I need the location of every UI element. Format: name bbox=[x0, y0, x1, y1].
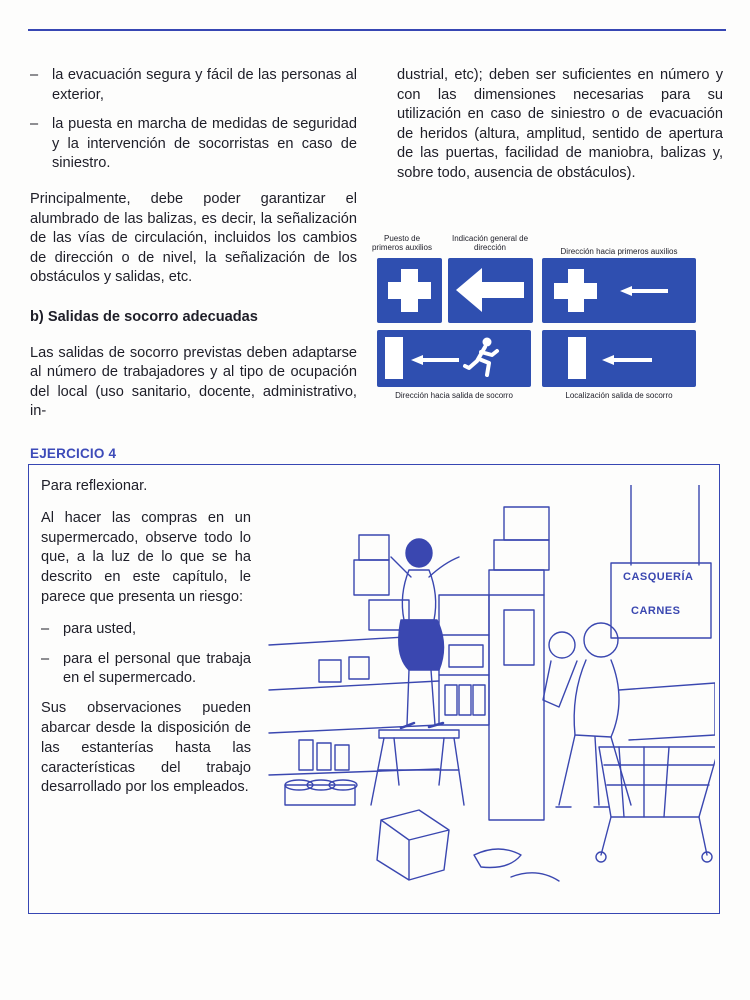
left-arrow-icon bbox=[448, 258, 533, 323]
exit-direction-sign bbox=[377, 330, 531, 387]
exercise-box bbox=[28, 464, 720, 914]
running-man-exit-icon bbox=[377, 330, 531, 387]
butcher-sign-line1: CASQUERÍA bbox=[623, 571, 694, 583]
bullet-item bbox=[30, 115, 357, 174]
bullet-item bbox=[30, 66, 357, 105]
paragraph-exits: Las salidas de socorro previstas deben adaptarse al número de trabajadores y al tipo de ocupación del local (uso sanitario, docente, administrativo, in- bbox=[30, 344, 357, 420]
first-aid-cross-sign bbox=[377, 258, 442, 323]
exercise-intro: Para reflexionar. bbox=[41, 478, 148, 494]
exercise-paragraph1: Al hacer las compras en un supermercado, observe todo lo que, a la luz de lo que se ha descrito en este capítulo, le parece que presenta un riesgo: bbox=[41, 509, 251, 605]
general-direction-sign bbox=[448, 258, 533, 323]
safety-signs bbox=[370, 232, 696, 404]
cross-icon bbox=[377, 258, 442, 323]
paragraph-lighting: Principalmente, debe poder garantizar el alumbrado de las balizas, es decir, la señalización de las vías de circulación, incluidos los cambios de dirección o de nivel, la señalización de los obstáculos y salidas, etc. bbox=[30, 190, 357, 286]
exit-location-sign bbox=[542, 330, 696, 387]
exercise-paragraph2: Sus observaciones pueden abarcar desde la disposición de las estanterías hasta las características del trabajo desarrollado por los empleados. bbox=[41, 700, 251, 796]
label-direction-first-aid: Dirección hacia primeros auxilios bbox=[560, 247, 678, 256]
dash: – bbox=[41, 650, 50, 667]
left-column bbox=[30, 66, 357, 434]
bullet-text: la evacuación segura y fácil de las personas al exterior, bbox=[52, 67, 357, 103]
top-rule bbox=[28, 29, 726, 31]
label-general-direction: Indicación general de dirección bbox=[451, 234, 529, 252]
dash: – bbox=[30, 67, 39, 83]
dash: – bbox=[30, 116, 39, 133]
dash: – bbox=[41, 620, 50, 637]
first-aid-direction-sign bbox=[542, 258, 696, 323]
exercise-bullet-text: para el personal que trabaja en el supermercado. bbox=[63, 650, 251, 687]
door-arrow-icon bbox=[542, 330, 696, 387]
exercise-bullet bbox=[41, 620, 251, 640]
label-direction-exit: Dirección hacia salida de socorro bbox=[395, 391, 513, 400]
butcher-sign-line2: CARNES bbox=[631, 605, 681, 617]
right-column bbox=[381, 66, 723, 196]
exercise-bullet bbox=[41, 650, 251, 690]
exercise-title: EJERCICIO 4 bbox=[30, 446, 117, 461]
paragraph-continuation: dustrial, etc); deben ser suficientes en número y con las dimensiones necesarias para su utilización en caso de siniestro o de evacuación de heridos (altura, amplitud, sentido de apertura de las puertas, facilidad de maniobra, balizas y, sobre todo, ausencia de obstáculos). bbox=[397, 67, 723, 181]
supermarket-illustration bbox=[259, 485, 715, 910]
bullet-text: la puesta en marcha de medidas de seguridad y la intervención de socorristas en caso de siniestro. bbox=[52, 116, 357, 172]
cross-arrow-icon bbox=[542, 258, 696, 323]
label-exit-location: Localización salida de socorro bbox=[565, 391, 673, 400]
exercise-text bbox=[41, 477, 251, 810]
exercise-bullet-text: para usted, bbox=[63, 620, 137, 637]
section-heading-b: b) Salidas de socorro adecuadas bbox=[30, 308, 258, 325]
label-first-aid-post: Puesto de primeros auxilios bbox=[371, 234, 433, 252]
